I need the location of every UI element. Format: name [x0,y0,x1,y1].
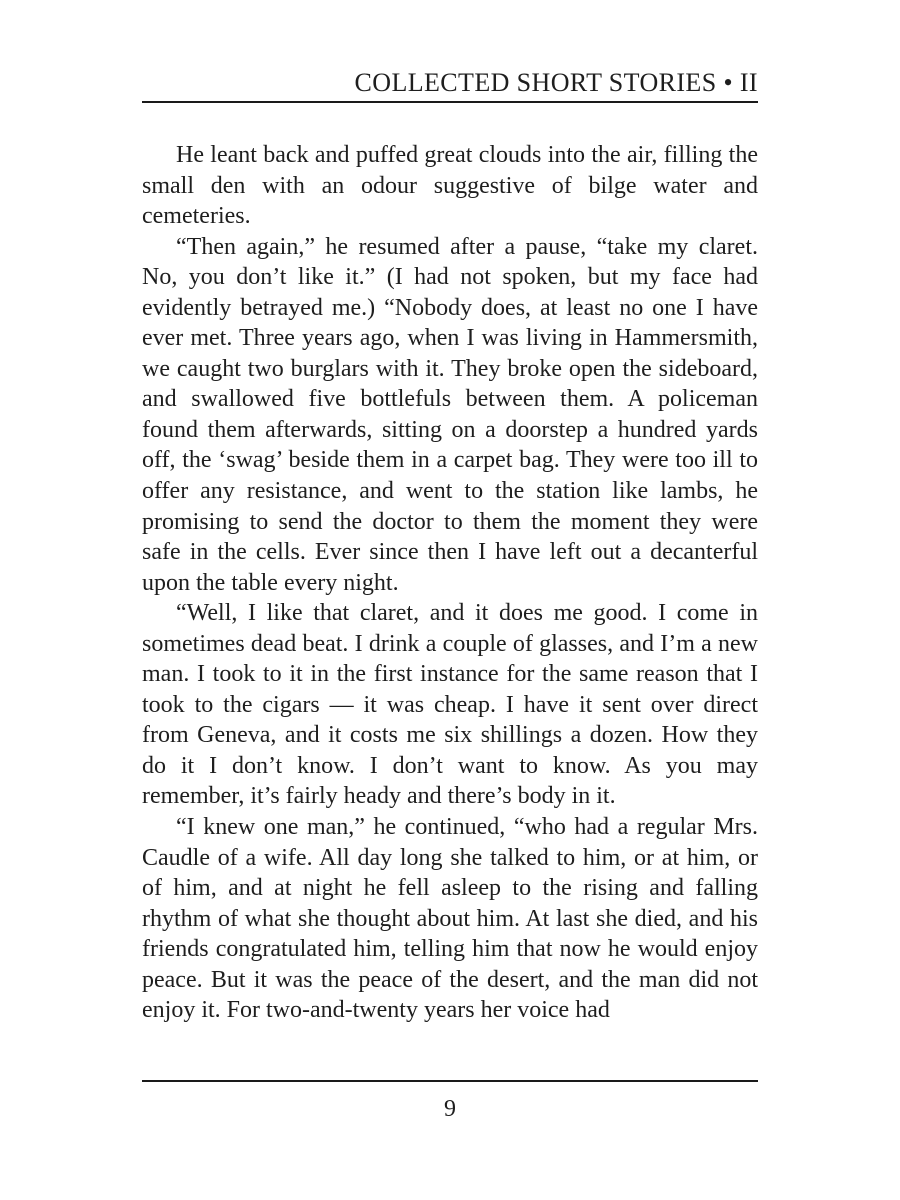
page-number: 9 [444,1096,456,1122]
footer-rule [142,1080,758,1082]
paragraph: “I knew one man,” he continued, “who had a regular Mrs. Caudle of a wife. All day long she talked to him, or at him, or of him, and at night he fell asleep to the rising and falling rhythm of what she thought about him. At last she died, and his friends congratulated him, telling him that now he would enjoy peace. But it was the peace of the desert, and the man did not enjoy it. For two-and-twenty years her voice had [142,814,758,1024]
header-rule [142,101,758,103]
paragraph: “Well, I like that claret, and it does me good. I come in sometimes dead beat. I drink a couple of glasses, and I’m a new man. I took to it in the first instance for the same reason that I took to the cigars — it was cheap. I have it sent over direct from Geneva, and it costs me six shillings a dozen. How they do it I don’t know. I don’t want to know. As you may remember, it’s fairly heady and there’s body in it. [142,600,758,810]
running-header: COLLECTED SHORT STORIES • II [354,68,758,97]
body-text [142,140,758,1026]
paragraph: He leant back and puffed great clouds into the air, filling the small den with an odour suggestive of bilge water and cemeteries. [142,142,758,230]
paragraph: “Then again,” he resumed after a pause, “take my claret. No, you don’t like it.” (I had not spoken, but my face had evidently betrayed me.) “Nobody does, at least no one I have ever met. Three years ago, when I was living in Hammersmith, we caught two burglars with it. They broke open the sideboard, and swallowed five bottlefuls between them. A policeman found them afterwards, sitting on a doorstep a hundred yards off, the ‘swag’ beside them in a carpet bag. They were too ill to offer any resistance, and went to the station like lambs, he promising to send the doctor to them the moment they were safe in the cells. Ever since then I have left out a decanterful upon the table every night. [142,233,758,596]
